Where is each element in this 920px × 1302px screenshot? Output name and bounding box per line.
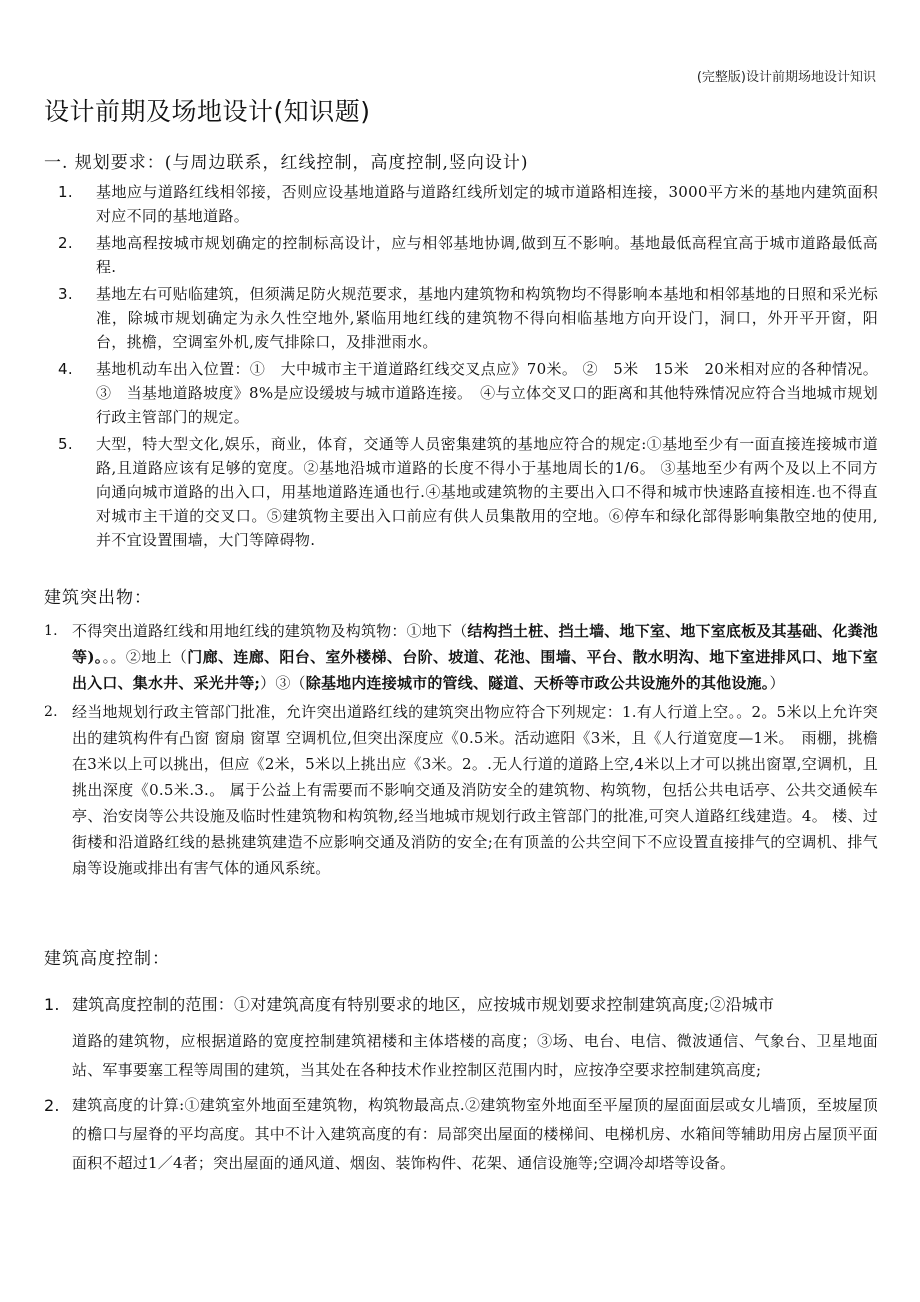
item-number: 1. bbox=[58, 183, 73, 201]
document-title: 设计前期及场地设计(知识题) bbox=[44, 97, 371, 126]
list-item bbox=[44, 1091, 878, 1178]
item-number: 4. bbox=[58, 360, 73, 378]
item-text: 基地左右可贴临建筑，但须满足防火规范要求，基地内建筑物和构筑物均不得影响本基地和相邻基地的日照和采光标准，除城市规划确定为永久性空地外,紧临用地红线的建筑物不得向相临基地方向开设门，洞口，外开平开窗，阳台，挑檐，空调室外机,废气排除口，及排泄雨水。 bbox=[96, 285, 878, 351]
item-text: 基地高程按城市规划确定的控制标高设计，应与相邻基地协调,做到互不影响。基地最低高程宜高于城市道路最低高程. bbox=[96, 234, 878, 276]
item-number: 3. bbox=[58, 285, 73, 303]
section-heading-planning: 一. 规划要求：(与周边联系，红线控制，高度控制,竖向设计) bbox=[44, 153, 529, 173]
item-text: ） bbox=[769, 674, 785, 692]
item-number: 2. bbox=[44, 704, 58, 720]
list-item bbox=[58, 231, 878, 279]
item-number: 2. bbox=[58, 234, 73, 252]
item-text: 基地机动车出入位置：① 大中城市主干道道路红线交叉点应》70米。 ② 5米 15米 20米相对应的各种情况。③ 当基地道路坡度》8%是应设缓坡与城市道路连接。 ④与立体交叉口的距离和其他特殊情况应符合当地城市规划行政主管部门的规定。 bbox=[96, 360, 878, 426]
list-item bbox=[58, 357, 878, 429]
list-item bbox=[58, 432, 878, 552]
building-projections-list bbox=[44, 618, 879, 884]
item-text: 大型，特大型文化,娱乐，商业，体育，交通等人员密集建筑的基地应符合的规定:①基地至少有一面直接连接城市道路,且道路应该有足够的宽度。②基地沿城市道路的长度不得小于基地周长的1/6。 ③基地至少有两个及以上不同方向通向城市道路的出入口，用基地道路连通也行.④基地或建筑物的主要出入口不得和城市快速路直接相连.也不得直对城市主干道的交叉口。⑤建筑物主要出入口前应有供人员集散用的空地。⑥停车和绿化部得影响集散空地的使用,并不宜设置围墙，大门等障碍物. bbox=[96, 435, 878, 549]
list-item bbox=[44, 618, 879, 696]
item-text: 道路的建筑物，应根据道路的宽度控制建筑裙楼和主体塔楼的高度；③场、电台、电信、微波通信、气象台、卫星地面站、军事要塞工程等周围的建筑，当其处在各种技术作业控制区范围内时，应按净空要求控制建筑高度; bbox=[72, 1032, 878, 1079]
running-header: (完整版)设计前期场地设计知识 bbox=[696, 70, 876, 85]
item-lead-text: 建筑高度控制的范围：①对建筑高度有特别要求的地区，应按城市规划要求控制建筑高度;②沿城市 bbox=[72, 995, 775, 1014]
item-number: 5. bbox=[58, 435, 73, 453]
list-item bbox=[44, 990, 878, 1085]
item-text-bold: 结构挡土桩、挡土墙、地下室、地下室底板及其基础、化粪池等)。 bbox=[72, 622, 879, 666]
item-text: 。。②地上（ bbox=[102, 648, 188, 666]
section-heading-projections: 建筑突出物： bbox=[44, 588, 152, 608]
item-text-bold: 除基地内连接城市的管线、隧道、天桥等市政公共设施外的其他设施。 bbox=[305, 674, 770, 692]
list-item bbox=[58, 282, 878, 354]
section-heading-height-control: 建筑高度控制： bbox=[44, 949, 170, 969]
item-number: 1. bbox=[44, 995, 60, 1014]
height-control-list bbox=[44, 990, 878, 1178]
item-text: 经当地规划行政主管部门批准，允许突出道路红线的建筑突出物应符合下列规定：1.有人行道上空。。2。5米以上允许突出的建筑构件有凸窗 窗扇 窗罩 空调机位,但突出深度应《0.5米。活动遮阳《3米，且《人行道宽度—1米。 雨棚，挑檐在3米以上可以挑出，但应《2米，5米以上挑出应《3米。2。.无人行道的道路上空,4米以上才可以挑出窗罩,空调机，且挑出深度《0.5米.3.。 属于公益上有需要而不影响交通及消防安全的建筑物、构筑物，包括公共电话亭、公共交通候车亭、治安岗等公共设施及临时性建筑物和构筑物,经当地城市规划行政主管部门的批准,可突人道路红线建造。4。 楼、过街楼和沿道路红线的悬挑建筑建造不应影响交通及消防的安全;在有顶盖的公共空间下不应设置直接排气的空调机、排气扇等设施或排出有害气体的通风系统。 bbox=[72, 703, 878, 877]
item-number: 1. bbox=[44, 623, 58, 639]
list-item bbox=[44, 699, 878, 881]
item-text-bold: 门廊、连廊、阳台、室外楼梯、台阶、坡道、花池、围墙、平台、散水明沟、地下室进排风口、地下室出入口、集水井、采光井等; bbox=[72, 648, 878, 692]
planning-requirements-list bbox=[58, 180, 878, 555]
item-text: ）③（ bbox=[260, 674, 306, 692]
item-number: 2. bbox=[44, 1096, 60, 1115]
list-item bbox=[58, 180, 878, 228]
item-text: 建筑高度的计算:①建筑室外地面至建筑物，构筑物最高点.②建筑物室外地面至平屋顶的屋面面层或女儿墙顶，至坡屋顶的檐口与屋脊的平均高度。其中不计入建筑高度的有：局部突出屋面的楼梯间、电梯机房、水箱间等辅助用房占屋顶平面面积不超过1／4者；突出屋面的通风道、烟囱、装饰构件、花架、通信设施等;空调冷却塔等设备。 bbox=[72, 1096, 878, 1172]
item-text: 基地应与道路红线相邻接，否则应设基地道路与道路红线所划定的城市道路相连接，3000平方米的基地内建筑面积对应不同的基地道路。 bbox=[96, 183, 878, 225]
item-text: 不得突出道路红线和用地红线的建筑物及构筑物：①地下（ bbox=[72, 622, 468, 640]
